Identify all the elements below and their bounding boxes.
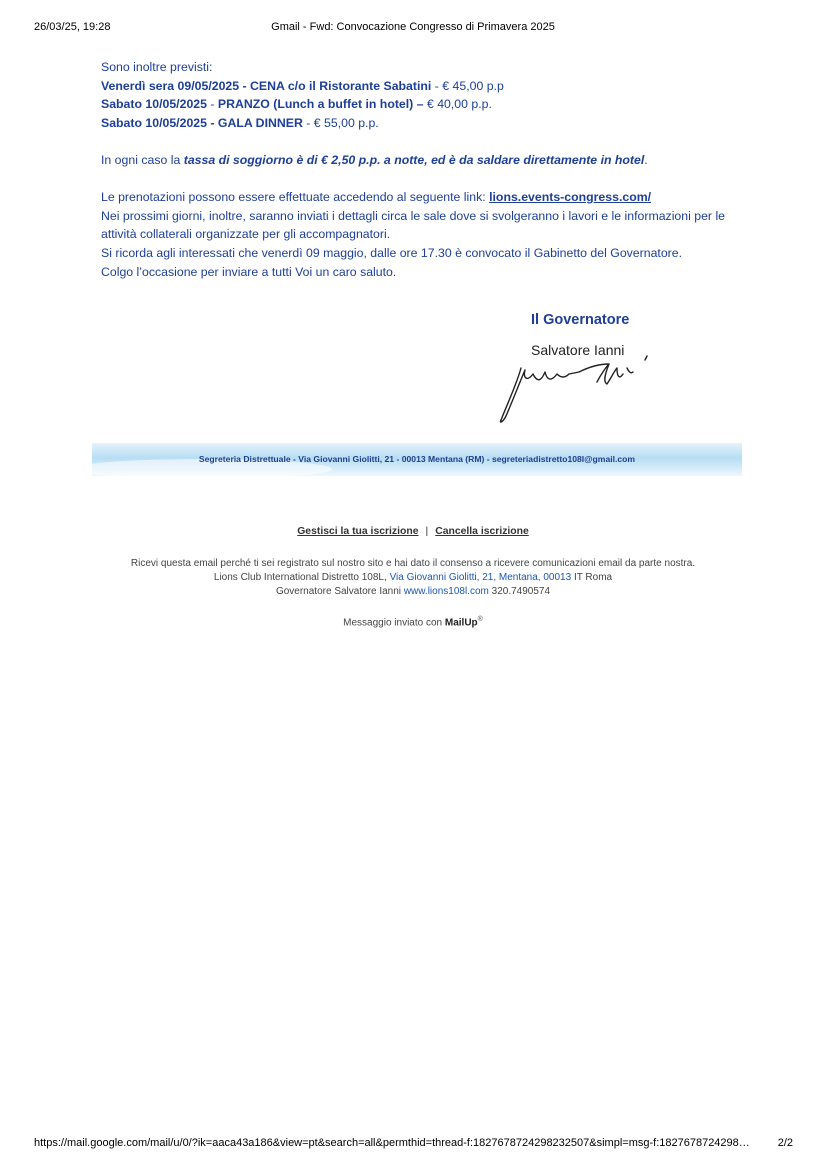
banner-text: Segreteria Distrettuale - Via Giovanni Giolitti, 21 - 00013 Mentana (RM) - segreteriadistretto108l@gmail.com <box>198 454 636 464</box>
tax-line <box>101 151 741 170</box>
phone-number: 320.7490574 <box>488 586 551 597</box>
list-item <box>101 77 741 96</box>
intro-line: Sono inoltre previsti: <box>101 60 213 74</box>
item-price: - € 45,00 p.p <box>431 78 504 93</box>
legal-line-contact <box>0 585 826 599</box>
link-separator: | <box>425 526 429 537</box>
item-sep: - <box>206 97 218 112</box>
booking-text: Le prenotazioni possono essere effettuate accedendo al seguente link: <box>101 190 490 205</box>
website-link[interactable]: www.lions108l.com <box>403 586 489 597</box>
tax-emphasis: tassa di soggiorno è di € 2,50 p.p. a notte, ed è da saldare direttamente in hotel <box>183 152 645 167</box>
page-number: 2/2 <box>777 1137 793 1149</box>
greeting-line: Colgo l’occasione per inviare a tutti Voi un caro saluto. <box>101 264 397 279</box>
booking-line <box>101 188 741 207</box>
print-title: Gmail - Fwd: Convocazione Congresso di Primavera 2025 <box>271 21 555 33</box>
address-link[interactable]: Via Giovanni Giolitti, 21, Mentana, 00013 <box>389 572 572 583</box>
print-url: https://mail.google.com/mail/u/0/?ik=aaca43a186&view=pt&search=all&permthid=thread-f:1827678724298232507&simpl=msg-f:1827678724298… <box>34 1137 750 1149</box>
booking-link[interactable]: lions.events-congress.com/ <box>489 190 652 205</box>
secretariat-banner <box>92 443 742 476</box>
signature-name: Salvatore Ianni <box>531 342 625 358</box>
sent-prefix: Messaggio inviato con <box>343 617 445 629</box>
manage-subscription-link[interactable]: Gestisci la tua iscrizione <box>297 526 419 537</box>
cabinet-line: Si ricorda agli interessati che venerdì 09 maggio, dalle ore 17.30 è convocato il Gabinetto del Governatore. <box>101 245 683 260</box>
address-suffix: IT Roma <box>571 572 613 583</box>
sent-with <box>0 616 826 628</box>
legal-line-consent: Ricevi questa email perché ti sei registrato sul nostro sito e hai dato il consenso a ricevere comunicazioni email da parte nostra. <box>130 558 696 569</box>
legal-notice <box>0 557 826 599</box>
details-line: Nei prossimi giorni, inoltre, saranno inviati i dettagli circa le sale dove si svolgeranno i lavori e le informazioni per le attività collaterali organizzate per gli accompagnatori. <box>101 208 726 242</box>
item-date: Sabato 10/05/2025 <box>101 97 207 112</box>
list-item <box>101 95 741 114</box>
registered-mark: ® <box>477 616 483 623</box>
print-datetime: 26/03/25, 19:28 <box>34 21 111 33</box>
item-title: PRANZO (Lunch a buffet in hotel) – <box>217 97 424 112</box>
item-title: Sabato 10/05/2025 - GALA DINNER <box>101 115 303 130</box>
signature-role: Il Governatore <box>531 312 630 328</box>
item-title: Venerdì sera 09/05/2025 - CENA c/o il Ristorante Sabatini <box>101 78 432 93</box>
subscription-links <box>0 526 826 537</box>
legal-line-address <box>0 571 826 585</box>
list-item <box>101 114 741 133</box>
signature-block <box>531 312 630 358</box>
governor-name: Governatore Salvatore Ianni <box>275 586 404 597</box>
item-price: - € 55,00 p.p. <box>302 115 379 130</box>
mailup-brand[interactable]: MailUp <box>444 617 478 629</box>
org-name: Lions Club International Distretto 108L, <box>213 572 390 583</box>
item-price: € 40,00 p.p. <box>423 97 492 112</box>
unsubscribe-link[interactable]: Cancella iscrizione <box>435 526 529 537</box>
tax-suffix: . <box>644 152 648 167</box>
tax-prefix: In ogni caso la <box>101 152 184 167</box>
email-body <box>101 58 741 281</box>
handwritten-signature <box>497 338 667 428</box>
